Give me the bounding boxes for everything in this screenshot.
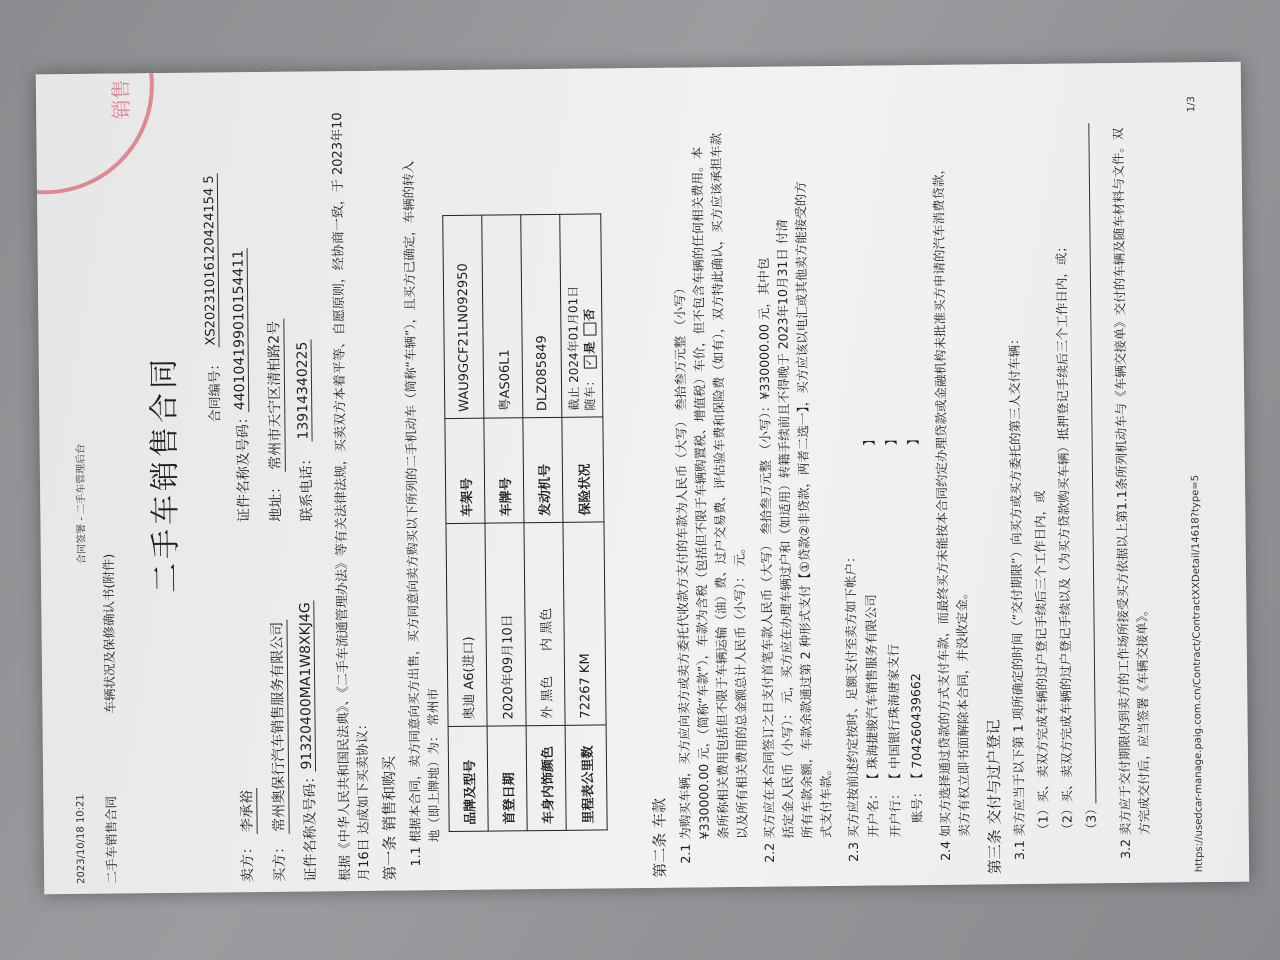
preamble-line-1: 根据《中华人民共和国民法典》、《二手车流通管理办法》等有关法律法规，买卖双方本着平等、自愿原则，经协商一致，于 2023年10 xyxy=(330,112,354,882)
color-interior: 内 黑色 xyxy=(538,607,555,652)
table-cell: 车身内饰颜色 xyxy=(526,725,566,830)
seller-id: 440104199010154411 xyxy=(231,248,250,413)
article-2-3-line-a: 2.3 买方应按前述约定按时、足额支付至卖方如下帐户： xyxy=(842,550,862,862)
article-1-1-line-a: 1.1 根据本合同，卖方同意向买方出售，买方同意向卖方购买以下所列的二手机动车（简称“车辆”），且买方已确定，车辆的转入 xyxy=(400,160,424,867)
table-cell: 车牌号 xyxy=(484,418,524,523)
article-2-1-line-a: 2.1 为购买车辆，买方应向卖方或卖方委托代收款方支付的车款为人民币（大写） 叁拾叁万元整 （小写） xyxy=(671,281,694,864)
bank-label: 开户行： xyxy=(887,787,903,838)
article-2-1-line-d: 以及所有相关费用的总金额总计人民币（小写）： 元。 xyxy=(731,541,750,840)
table-row xyxy=(482,215,527,831)
table-cell: 车架号 xyxy=(445,418,485,523)
article-2-4-line-a: 2.4 如买方选择通过贷款的方式支付车款，而最终买方未能按本合同约定办理贷款或金融机构未批准买方申请的汽车消费贷款， xyxy=(930,161,954,861)
footer-page: 1/3 xyxy=(1186,96,1198,113)
article-2-1-line-b: ¥330000.00 元，（简称“车款”），车款为含税（包括但不限于车辆购置税、增值税）车价，但不包含车辆的任何相关费用。本 xyxy=(689,146,712,840)
article-1-1-line-b: 地（即上牌地）为： 常州市 xyxy=(425,688,442,843)
buyer-name: 常州奥保行汽车销售服务有限公司 xyxy=(266,620,289,834)
table-cell xyxy=(524,522,565,725)
header-datetime: 2023/10/18 10:21 xyxy=(75,794,88,884)
contract-no: XS20231016120424154 5 xyxy=(202,173,220,347)
bracket-close: 】 xyxy=(905,432,921,446)
header-doc-name: 二手车销售合同 xyxy=(103,795,120,884)
checkbox-checked-icon: ✓ xyxy=(584,356,597,369)
buyer-label: 买方： xyxy=(271,839,289,882)
footer-url: https://usedcar-manage.paig.com.cn/Contract/ContractXXDetail/14618?type=5 xyxy=(1189,474,1206,873)
article-2-4-line-b: 卖方有权立即书面解除本合同，并没收定金。 xyxy=(954,586,972,837)
table-row xyxy=(443,215,488,831)
article-3-1-line-d: （3） xyxy=(1083,802,1099,836)
table-cell xyxy=(560,214,603,417)
header-attachment: 车辆状况及保修确认书(附件) xyxy=(100,553,118,714)
account-no-label: 账号： xyxy=(909,785,925,824)
insurance-follow-label: 随车： xyxy=(582,374,598,411)
address-label: 地址： xyxy=(267,479,285,522)
table-row xyxy=(560,214,607,830)
article-2-1-line-c: 条所称相关费用包括但不限于车辆运输（油）费、过户交易费、评估验车费和保险费（如有），双方特此确认，买方应该承担车款 xyxy=(708,132,731,840)
seller-name: 李承裕 xyxy=(236,788,257,834)
checkbox-empty-icon xyxy=(583,323,596,336)
bank-name-value: 中国银行珠海唐家支行 xyxy=(885,643,903,769)
table-cell: 保险状况 xyxy=(562,417,604,522)
article-3-1-line-a: 3.1 卖方应当于以下第 1 项所确定的时间（“交付期限”）向买方或买方委托的第三人交付车辆： xyxy=(1006,332,1028,861)
article-2-2-line-c: 所有车款余额，车款余款通过第 2 种形式支付【①贷款②非贷款，两者二选一】，买方应该以电汇或其他卖方能接受的方 xyxy=(792,181,815,839)
insurance-until: 截止 2024年01月01日 xyxy=(565,285,582,411)
company-seal xyxy=(36,62,155,196)
table-cell: 72267 KM xyxy=(563,522,606,725)
account-no: 【 704260439662 xyxy=(908,673,925,786)
bank-name: 【 中国银行珠海唐家支行 xyxy=(885,643,903,786)
preamble-line-2: 月16日 达成如下买卖协议： xyxy=(355,717,373,882)
phone-label: 联系电话： xyxy=(298,451,316,522)
insurance-yes: 是 xyxy=(582,341,597,354)
table-cell: 品牌及型号 xyxy=(448,726,488,831)
article-2-2-line-b: 括定金人民币（小写）： 元，买方应在办理车辆过户和（如适用）转籍手续前且不得晚于 2023年10月31日 付清 xyxy=(774,219,796,839)
table-row xyxy=(521,214,566,830)
seal-text: 销售 xyxy=(108,79,134,120)
article-2-title: 第二条 车款 xyxy=(650,797,670,878)
article-2-2-line-a: 2.2 买方应在本合同签订之日支付首笔车款人民币（大写） 叁拾叁万元整 （小写）：¥330000.00 元，其中包 xyxy=(755,257,778,863)
article-3-2-line-a: 3.2 卖方应于交付期限内到卖方的工作场所接受买方依据以上第1.1条所列机动车与《车辆交接单》交付的车辆及随车材料与文件。双 xyxy=(1110,127,1134,860)
table-cell: 里程表公里数 xyxy=(565,725,607,830)
header-sign-note: 合同签署 - 二手车管理后台 xyxy=(75,443,88,564)
account-name: 【 珠海捷骏汽车销售服务有限公司 xyxy=(863,594,881,786)
buyer-address: 常州市天宁区清柏路2号 xyxy=(263,319,286,472)
article-3-1-line-c: （2）买、卖双方完成车辆的过户登记手续以及（为买方贷款购买车辆）抵押登记手续后三个工作日内，或； xyxy=(1053,240,1075,836)
table-cell: 首登日期 xyxy=(487,726,527,831)
buyer-phone: 13914340225 xyxy=(295,339,313,441)
account-no-value: 704260439662 xyxy=(908,673,925,769)
article-3-2-line-b: 方完成交付后，应当签署《车辆交接单》。 xyxy=(1134,603,1152,835)
table-cell: 粤AS06L1 xyxy=(482,215,523,418)
color-exterior: 外 黑色 xyxy=(539,675,556,720)
buyer-id: 91320400MA1W8XKJ4G xyxy=(297,600,316,771)
contract-page xyxy=(36,62,1250,895)
table-cell: DLZ085849 xyxy=(521,214,562,417)
buyer-id-label: 证件名称及号码： xyxy=(302,769,320,882)
document-paper xyxy=(36,62,1250,895)
seller-id-label: 证件名称及号码： xyxy=(235,410,253,523)
vehicle-table xyxy=(442,213,607,832)
account-name-label: 开户名： xyxy=(865,787,881,838)
insurance-no: 否 xyxy=(582,308,597,321)
table-cell: WAU9GCF21LN092950 xyxy=(443,215,484,418)
bracket-close: 】 xyxy=(883,432,899,446)
article-2-2-line-d: 式支付车款。 xyxy=(817,763,834,839)
table-cell: 奥迪 A6(进口) xyxy=(446,523,487,726)
blank-line xyxy=(1088,123,1096,803)
article-1-title: 第一条 销售和购买 xyxy=(379,755,400,881)
account-name-value: 珠海捷骏汽车销售服务有限公司 xyxy=(863,594,881,770)
article-3-1-line-b: （1）买、卖双方完成车辆的过户登记手续后三个工作日内，或 xyxy=(1032,490,1051,836)
contract-no-label: 合同编号： xyxy=(207,357,224,423)
table-cell: 2020年09月10日 xyxy=(485,523,526,726)
bracket-close: 】 xyxy=(861,433,877,446)
page-title: 二手车销售合同 xyxy=(146,354,185,594)
article-3-title: 第三条 交付与过户登记 xyxy=(984,719,1005,875)
table-cell: 发动机号 xyxy=(523,417,563,522)
seller-label: 卖方： xyxy=(239,840,257,883)
